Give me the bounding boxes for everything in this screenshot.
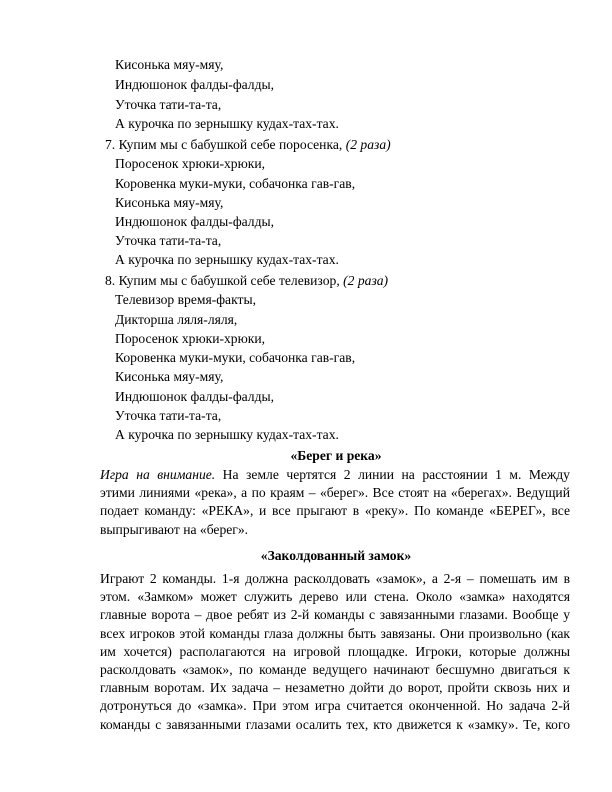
verse-line: Кисонька мяу-мяу,	[115, 369, 224, 384]
verse-line: Поросенок хрюки-хрюки,	[115, 331, 266, 346]
game-1-description	[100, 466, 570, 539]
verse-7-title	[105, 137, 391, 153]
game-1-line: подает команду: «РЕКА», и все прыгают в «реку». По команде «БЕРЕГ», все	[100, 503, 570, 519]
verse-7-title-text: 7. Купим мы с бабушкой себе поросенка,	[105, 137, 343, 152]
game-2-line: им хочется) располагаются на игровой площадке. Игроки, которые должны	[100, 643, 570, 659]
verse-line: Уточка тати-та-та,	[115, 97, 222, 112]
verse-line: Поросенок хрюки-хрюки,	[115, 156, 266, 171]
verse-line: Индюшонок фалды-фалды,	[115, 214, 275, 229]
game-1-title: «Берег и река»	[290, 448, 382, 463]
verse-line: Кисонька мяу-мяу,	[115, 57, 224, 72]
game-2-line: всех игроков этой команды глаза должны быть завязаны. Они произвольно (как	[100, 625, 570, 641]
verse-line: Индюшонок фалды-фалды,	[115, 389, 275, 404]
game-2-title: «Заколдованный замок»	[260, 548, 412, 563]
game-2-line: главные ворота – двое ребят из 2-й команды с завязанными глазами. Вообще у	[100, 607, 570, 623]
game-2-line: Играют 2 команды. 1-я должна расколдовать «замок», а 2-я – помешать им в	[100, 571, 570, 586]
game-1-lead: Игра на внимание.	[100, 467, 216, 482]
game-1-line: Игра на внимание. На земле чертятся 2 линии на расстоянии 1 м. Между	[100, 467, 570, 482]
game-1-line: выпрыгивают на «берег».	[100, 521, 249, 537]
verse-8-repeat: (2 раза)	[343, 273, 389, 288]
verse-line: Коровенка муки-муки, собачонка гав-гав,	[115, 176, 356, 191]
game-2-line: дотронуться до «замка». При этом игра считается оконченной. Но задача 2-й	[100, 698, 570, 714]
game-2-line: расколдовать «замок», по команде ведущего начинают бесшумно двигаться к	[100, 662, 570, 678]
verse-line: Дикторша ляля-ляля,	[115, 312, 238, 327]
verse-line: А курочка по зернышку кудах-тах-тах.	[115, 116, 339, 131]
game-1-line: этими линиями «река», а по краям – «берег». Все стоят на «берегах». Ведущий	[100, 485, 570, 501]
verse-line: Кисонька мяу-мяу,	[115, 195, 224, 210]
game-2-description	[100, 570, 570, 734]
verse-8-title	[105, 273, 388, 289]
verse-line: Коровенка муки-муки, собачонка гав-гав,	[115, 350, 356, 365]
game-2-line: этом. «Замком» может служить дерево или стена. Около «замка» находятся	[100, 589, 570, 605]
verse-line: Уточка тати-та-та,	[115, 233, 222, 248]
verse-7-repeat: (2 раза)	[345, 137, 391, 152]
verse-line: А курочка по зернышку кудах-тах-тах.	[115, 252, 339, 267]
verse-line: Уточка тати-та-та,	[115, 408, 222, 423]
verse-line: А курочка по зернышку кудах-тах-тах.	[115, 427, 339, 442]
verse-line: Телевизор время-факты,	[115, 292, 256, 307]
verse-8-title-text: 8. Купим мы с бабушкой себе телевизор,	[105, 273, 340, 288]
verse-line: Индюшонок фалды-фалды,	[115, 77, 275, 92]
game-2-line: команды с завязанными глазами осалить тех, кто движется к «замку». Те, кого	[100, 716, 570, 732]
game-2-line: главным воротам. Их задача – незаметно дойти до ворот, пройти сквозь них и	[100, 680, 570, 696]
